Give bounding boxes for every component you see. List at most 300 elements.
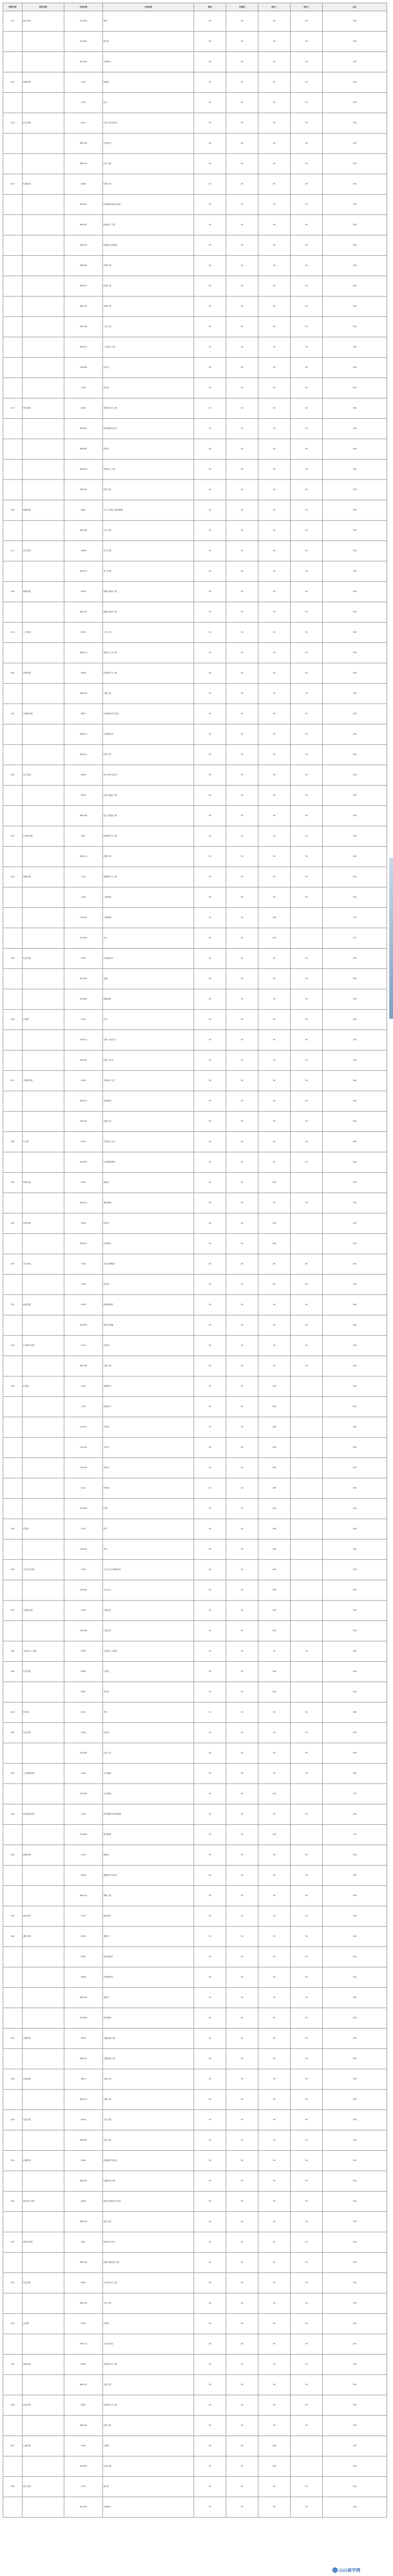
major-code-cell: 125300 (64, 928, 103, 949)
table-row (3, 419, 387, 439)
politics-score-cell: 50 (194, 2212, 226, 2232)
major-name-cell: 材料学 (103, 439, 194, 460)
politics-score-cell: 50 (194, 32, 226, 52)
subject-2-score-cell: 90 (291, 1906, 323, 1927)
major-name-cell: 车辆工程 (103, 256, 194, 276)
header-dept-name: 院系名称 (23, 3, 64, 11)
dept-name-cell (23, 378, 64, 398)
dept-name-cell: 化学学院 (23, 113, 64, 134)
major-code-cell: 080203 (64, 235, 103, 256)
major-code-cell: 035200 (64, 1743, 103, 1764)
foreign-language-score-cell: 50 (226, 2110, 258, 2130)
total-score-cell: 330 (323, 765, 387, 786)
politics-score-cell: 50 (194, 500, 226, 521)
subject-1-score-cell: 180 (258, 2456, 291, 2477)
subject-1-score-cell: 180 (258, 1417, 291, 1438)
dept-code-cell (3, 358, 23, 378)
dept-code-cell (3, 2090, 23, 2110)
total-score-cell: 330 (323, 1050, 387, 1071)
subject-2-score-cell: 90 (291, 235, 323, 256)
major-name-cell: 公共管理 (103, 1764, 194, 1784)
header-politics: 政治 (194, 3, 226, 11)
subject-2-score-cell: 90 (291, 1702, 323, 1723)
total-score-cell: 300 (323, 1417, 387, 1438)
subject-1-score-cell: 180 (258, 1234, 291, 1254)
subject-1-score-cell: 90 (258, 2192, 291, 2212)
major-name-cell: 材料工程 (103, 480, 194, 500)
total-score-cell: 330 (323, 1743, 387, 1764)
major-name-cell: 内科学 (103, 1417, 194, 1438)
major-code-cell: 0833 (64, 1947, 103, 1967)
subject-1-score-cell: 90 (258, 1702, 291, 1723)
table-row (3, 1539, 387, 1560)
dept-code-cell (3, 1091, 23, 1112)
major-name-cell: 设计学 (103, 358, 194, 378)
foreign-language-score-cell: 50 (226, 521, 258, 541)
foreign-language-score-cell: 40 (226, 1254, 258, 1275)
subject-2-score-cell (291, 1417, 323, 1438)
subject-1-score-cell: 90 (258, 969, 291, 989)
dept-code-cell: 026 (3, 1010, 23, 1030)
table-row (3, 2110, 387, 2130)
subject-2-score-cell: 90 (291, 1743, 323, 1764)
politics-score-cell: 50 (194, 2293, 226, 2314)
major-name-cell: 工业工程 (103, 317, 194, 337)
major-name-cell: 仪器科学与技术 (103, 2151, 194, 2171)
subject-2-score-cell (291, 1234, 323, 1254)
major-name-cell: 工商管理 (103, 908, 194, 928)
total-score-cell: 350 (323, 969, 387, 989)
politics-score-cell: 50 (194, 2314, 226, 2334)
subject-1-score-cell: 90 (258, 2212, 291, 2232)
major-code-cell: 0824 (64, 582, 103, 602)
dept-name-cell: 信息管理学院 (23, 1804, 64, 1825)
major-code-cell: 0814 (64, 623, 103, 643)
major-name-cell: 电气工程 (103, 541, 194, 561)
dept-code-cell (3, 1315, 23, 1336)
total-score-cell: 330 (323, 32, 387, 52)
foreign-language-score-cell: 50 (226, 1234, 258, 1254)
foreign-language-score-cell: 50 (226, 134, 258, 154)
dept-name-cell: 地理学院 (23, 1845, 64, 1866)
foreign-language-score-cell: 50 (226, 2212, 258, 2232)
subject-2-score-cell: 90 (291, 2497, 323, 2518)
foreign-language-score-cell: 50 (226, 949, 258, 969)
table-body (3, 11, 387, 2518)
subject-2-score-cell (291, 1458, 323, 1478)
dept-code-cell (3, 1438, 23, 1458)
foreign-language-score-cell: 50 (226, 1764, 258, 1784)
subject-2-score-cell (291, 1519, 323, 1539)
politics-score-cell: 50 (194, 2375, 226, 2395)
politics-score-cell: 50 (194, 1397, 226, 1417)
major-code-cell: 0502 (64, 1071, 103, 1091)
politics-score-cell: 50 (194, 113, 226, 134)
total-score-cell: 330 (323, 826, 387, 847)
foreign-language-score-cell: 50 (226, 2232, 258, 2253)
major-code-cell: 070100 (64, 11, 103, 32)
politics-score-cell: 55 (194, 1132, 226, 1152)
subject-1-score-cell: 90 (258, 724, 291, 745)
table-row (3, 745, 387, 765)
total-score-cell: 330 (323, 1662, 387, 1682)
politics-score-cell: 50 (194, 1336, 226, 1356)
total-score-cell: 340 (323, 1275, 387, 1295)
major-code-cell: 081704 (64, 134, 103, 154)
table-row (3, 826, 387, 847)
subject-1-score-cell: 90 (258, 358, 291, 378)
major-code-cell: 085204 (64, 480, 103, 500)
foreign-language-score-cell: 50 (226, 358, 258, 378)
dept-code-cell: 029 (3, 1173, 23, 1193)
table-row (3, 1336, 387, 1356)
dept-name-cell (23, 1193, 64, 1213)
major-name-cell: 食品科学与工程 (103, 2355, 194, 2375)
subject-2-score-cell: 90 (291, 500, 323, 521)
table-row (3, 480, 387, 500)
politics-score-cell: 50 (194, 2477, 226, 2497)
dept-code-cell (3, 521, 23, 541)
total-score-cell: 330 (323, 1682, 387, 1702)
major-code-cell: 055102 (64, 1112, 103, 1132)
politics-score-cell: 50 (194, 2049, 226, 2069)
major-code-cell: 0830 (64, 663, 103, 684)
subject-1-score-cell: 180 (258, 1519, 291, 1539)
dept-code-cell: 054 (3, 2314, 23, 2334)
total-score-cell: 330 (323, 1173, 387, 1193)
subject-1-score-cell: 90 (258, 276, 291, 297)
total-score-cell: 300 (323, 1560, 387, 1580)
total-score-cell: 300 (323, 1458, 387, 1478)
subject-2-score-cell: 90 (291, 2334, 323, 2355)
politics-score-cell: 50 (194, 1784, 226, 1804)
major-code-cell: 0501 (64, 1132, 103, 1152)
dept-code-cell (3, 2375, 23, 2395)
politics-score-cell: 50 (194, 1539, 226, 1560)
total-score-cell: 300 (323, 1376, 387, 1397)
table-row (3, 928, 387, 949)
dept-name-cell (23, 317, 64, 337)
table-row (3, 358, 387, 378)
table-row (3, 113, 387, 134)
foreign-language-score-cell: 50 (226, 1967, 258, 1988)
table-row (3, 2212, 387, 2232)
total-score-cell: 360 (323, 1112, 387, 1132)
dept-code-cell: 040 (3, 1702, 23, 1723)
subject-1-score-cell: 90 (258, 521, 291, 541)
subject-2-score-cell: 90 (291, 93, 323, 113)
total-score-cell: 330 (323, 134, 387, 154)
total-score-cell: 360 (323, 1132, 387, 1152)
dept-name-cell (23, 847, 64, 867)
major-code-cell: 105200 (64, 1621, 103, 1641)
major-name-cell: 电子与通信工程 (103, 806, 194, 826)
major-code-cell: 0809 (64, 765, 103, 786)
foreign-language-score-cell: 50 (226, 1784, 258, 1804)
table-row (3, 1438, 387, 1458)
foreign-language-score-cell: 50 (226, 1723, 258, 1743)
foreign-language-score-cell: 50 (226, 195, 258, 215)
dept-name-cell: 纺织学院 (23, 2395, 64, 2416)
total-score-cell: 350 (323, 887, 387, 908)
politics-score-cell: 50 (194, 1723, 226, 1743)
foreign-language-score-cell: 50 (226, 2253, 258, 2273)
total-score-cell: 330 (323, 1947, 387, 1967)
dept-name-cell: 统计学院 (23, 2477, 64, 2497)
subject-2-score-cell: 90 (291, 602, 323, 623)
major-code-cell: 0503 (64, 1295, 103, 1315)
major-code-cell: 055200 (64, 1315, 103, 1336)
total-score-cell: 330 (323, 2436, 387, 2456)
politics-score-cell: 50 (194, 1927, 226, 1947)
subject-2-score-cell: 90 (291, 2212, 323, 2232)
politics-score-cell: 50 (194, 949, 226, 969)
total-score-cell: 330 (323, 2232, 387, 2253)
major-name-cell: 化学 (103, 93, 194, 113)
dept-code-cell (3, 1539, 23, 1560)
table-row (3, 2151, 387, 2171)
dept-code-cell (3, 745, 23, 765)
foreign-language-score-cell: 50 (226, 256, 258, 276)
major-code-cell: 0805 (64, 398, 103, 419)
subject-2-score-cell: 90 (291, 337, 323, 358)
subject-2-score-cell (291, 1621, 323, 1641)
major-name-cell: 计算机技术 (103, 724, 194, 745)
total-score-cell: 300 (323, 1438, 387, 1458)
table-row (3, 2130, 387, 2151)
table-row (3, 1845, 387, 1866)
major-code-cell: 0816 (64, 1866, 103, 1886)
foreign-language-score-cell: 50 (226, 2497, 258, 2518)
dept-code-cell (3, 195, 23, 215)
table-row (3, 1784, 387, 1804)
major-code-cell: 0403 (64, 1213, 103, 1234)
table-row (3, 2008, 387, 2029)
major-code-cell: 105101 (64, 1417, 103, 1438)
politics-score-cell: 50 (194, 2151, 226, 2171)
subject-1-score-cell: 90 (258, 826, 291, 847)
subject-2-score-cell: 90 (291, 174, 323, 195)
dept-code-cell (3, 2293, 23, 2314)
major-name-cell: 城乡规划学 (103, 1947, 194, 1967)
major-name-cell: 机械工程 (103, 276, 194, 297)
total-score-cell: 300 (323, 1539, 387, 1560)
major-name-cell: 公共管理 (103, 1784, 194, 1804)
major-name-cell: 动力工程 (103, 521, 194, 541)
foreign-language-score-cell: 50 (226, 460, 258, 480)
subject-2-score-cell: 90 (291, 643, 323, 663)
table-row (3, 684, 387, 704)
subject-2-score-cell: 90 (291, 2273, 323, 2293)
subject-2-score-cell: 90 (291, 480, 323, 500)
politics-score-cell: 50 (194, 256, 226, 276)
table-row (3, 1866, 387, 1886)
dept-code-cell: 015 (3, 398, 23, 419)
table-row (3, 2456, 387, 2477)
subject-1-score-cell: 90 (258, 2232, 291, 2253)
major-name-cell: 护理 (103, 1499, 194, 1519)
dept-code-cell (3, 1275, 23, 1295)
table-row (3, 2477, 387, 2497)
total-score-cell: 330 (323, 52, 387, 72)
subject-1-score-cell: 90 (258, 480, 291, 500)
total-score-cell: 330 (323, 195, 387, 215)
subject-1-score-cell: 180 (258, 1499, 291, 1519)
subject-2-score-cell: 90 (291, 1050, 323, 1071)
subject-2-score-cell: 90 (291, 72, 323, 93)
foreign-language-score-cell: 50 (226, 72, 258, 93)
total-score-cell: 360 (323, 1295, 387, 1315)
subject-2-score-cell: 90 (291, 1866, 323, 1886)
dept-name-cell (23, 297, 64, 317)
subject-1-score-cell: 180 (258, 1376, 291, 1397)
dept-code-cell: 021 (3, 704, 23, 724)
total-score-cell: 330 (323, 602, 387, 623)
foreign-language-score-cell: 50 (226, 969, 258, 989)
foreign-language-score-cell: 50 (226, 1376, 258, 1397)
subject-2-score-cell: 90 (291, 745, 323, 765)
dept-name-cell (23, 1417, 64, 1438)
dept-name-cell: 光电学院 (23, 2110, 64, 2130)
table-row (3, 2029, 387, 2049)
politics-score-cell: 50 (194, 154, 226, 174)
dept-name-cell: 土木学院 (23, 623, 64, 643)
dept-code-cell (3, 724, 23, 745)
foreign-language-score-cell: 50 (226, 1213, 258, 1234)
total-score-cell: 320 (323, 1234, 387, 1254)
major-code-cell: 085211 (64, 724, 103, 745)
table-row (3, 1397, 387, 1417)
subject-2-score-cell: 90 (291, 806, 323, 826)
dept-code-cell: 012 (3, 72, 23, 93)
foreign-language-score-cell: 50 (226, 2355, 258, 2375)
major-name-cell: 公共卫生与预防医学 (103, 1560, 194, 1580)
dept-code-cell (3, 154, 23, 174)
subject-1-score-cell: 90 (258, 582, 291, 602)
total-score-cell: 330 (323, 2477, 387, 2497)
subject-1-score-cell: 90 (258, 93, 291, 113)
major-code-cell: 080204 (64, 256, 103, 276)
major-code-cell: 1003 (64, 1601, 103, 1621)
total-score-cell: 330 (323, 2130, 387, 2151)
table-row (3, 1376, 387, 1397)
subject-1-score-cell: 90 (258, 52, 291, 72)
table-row (3, 1071, 387, 1091)
foreign-language-score-cell: 50 (226, 1662, 258, 1682)
foreign-language-score-cell: 50 (226, 1539, 258, 1560)
politics-score-cell: 50 (194, 1621, 226, 1641)
dept-code-cell: 056 (3, 2395, 23, 2416)
politics-score-cell: 50 (194, 52, 226, 72)
subject-2-score-cell (291, 2436, 323, 2456)
table-row (3, 1050, 387, 1071)
dept-code-cell (3, 215, 23, 235)
dept-code-cell: 022 (3, 765, 23, 786)
major-name-cell: 材料物理与化学 (103, 419, 194, 439)
subject-1-score-cell: 90 (258, 2355, 291, 2375)
subject-2-score-cell: 90 (291, 1152, 323, 1173)
subject-1-score-cell: 90 (258, 2090, 291, 2110)
major-code-cell: 080202 (64, 215, 103, 235)
subject-1-score-cell: 90 (258, 11, 291, 32)
major-name-cell: 车辆工程 (103, 297, 194, 317)
politics-score-cell: 50 (194, 1356, 226, 1376)
dept-code-cell: 016 (3, 500, 23, 521)
politics-score-cell: 50 (194, 195, 226, 215)
dept-code-cell (3, 460, 23, 480)
subject-2-score-cell: 90 (291, 134, 323, 154)
subject-2-score-cell (291, 928, 323, 949)
major-code-cell: 0827 (64, 2232, 103, 2253)
dept-code-cell (3, 1112, 23, 1132)
major-name-cell: 国际商务 (103, 989, 194, 1010)
dept-code-cell: 051 (3, 2192, 23, 2212)
total-score-cell: 350 (323, 949, 387, 969)
subject-1-score-cell: 90 (258, 1845, 291, 1866)
header-major-name: 专业名称 (103, 3, 194, 11)
subject-2-score-cell: 90 (291, 2232, 323, 2253)
subject-2-score-cell: 90 (291, 256, 323, 276)
table-row (3, 623, 387, 643)
major-code-cell: 0301 (64, 1010, 103, 1030)
total-score-cell: 330 (323, 154, 387, 174)
subject-1-score-cell: 180 (258, 1539, 291, 1560)
dept-name-cell (23, 724, 64, 745)
major-code-cell: 085203 (64, 2171, 103, 2192)
foreign-language-score-cell: 50 (226, 2416, 258, 2436)
total-score-cell: 300 (323, 1478, 387, 1499)
major-code-cell: 0817 (64, 113, 103, 134)
subject-1-score-cell: 90 (258, 195, 291, 215)
subject-2-score-cell (291, 1376, 323, 1397)
politics-score-cell: 50 (194, 2456, 226, 2477)
dept-code-cell: 042 (3, 1764, 23, 1784)
total-score-cell: 330 (323, 256, 387, 276)
foreign-language-score-cell: 50 (226, 2456, 258, 2477)
subject-1-score-cell: 90 (258, 500, 291, 521)
subject-2-score-cell: 90 (291, 2395, 323, 2416)
subject-2-score-cell: 90 (291, 1193, 323, 1213)
dept-name-cell: 电子学院 (23, 765, 64, 786)
dept-code-cell: 044 (3, 1845, 23, 1866)
dept-name-cell (23, 1397, 64, 1417)
major-name-cell: 食品工程 (103, 2375, 194, 2395)
foreign-language-score-cell: 50 (226, 1499, 258, 1519)
subject-2-score-cell: 90 (291, 1315, 323, 1336)
major-code-cell: 0808 (64, 541, 103, 561)
total-score-cell: 330 (323, 215, 387, 235)
subject-2-score-cell: 90 (291, 113, 323, 134)
subject-1-score-cell: 90 (258, 684, 291, 704)
dept-name-cell (23, 684, 64, 704)
total-score-cell: 330 (323, 1030, 387, 1050)
major-code-cell: 0810 (64, 786, 103, 806)
major-code-cell: 0823 (64, 2029, 103, 2049)
dept-code-cell (3, 2253, 23, 2273)
dept-name-cell: 自动化学院 (23, 826, 64, 847)
dept-name-cell: 新闻学院 (23, 1295, 64, 1315)
subject-1-score-cell: 90 (258, 2477, 291, 2497)
dept-name-cell (23, 1866, 64, 1886)
dept-name-cell (23, 887, 64, 908)
major-code-cell: 1007 (64, 1519, 103, 1539)
major-code-cell: 085220 (64, 2416, 103, 2436)
subject-1-score-cell: 90 (258, 1091, 291, 1112)
table-row (3, 2395, 387, 2416)
total-score-cell: 360 (323, 1641, 387, 1662)
dept-name-cell (23, 93, 64, 113)
dept-name-cell (23, 786, 64, 806)
